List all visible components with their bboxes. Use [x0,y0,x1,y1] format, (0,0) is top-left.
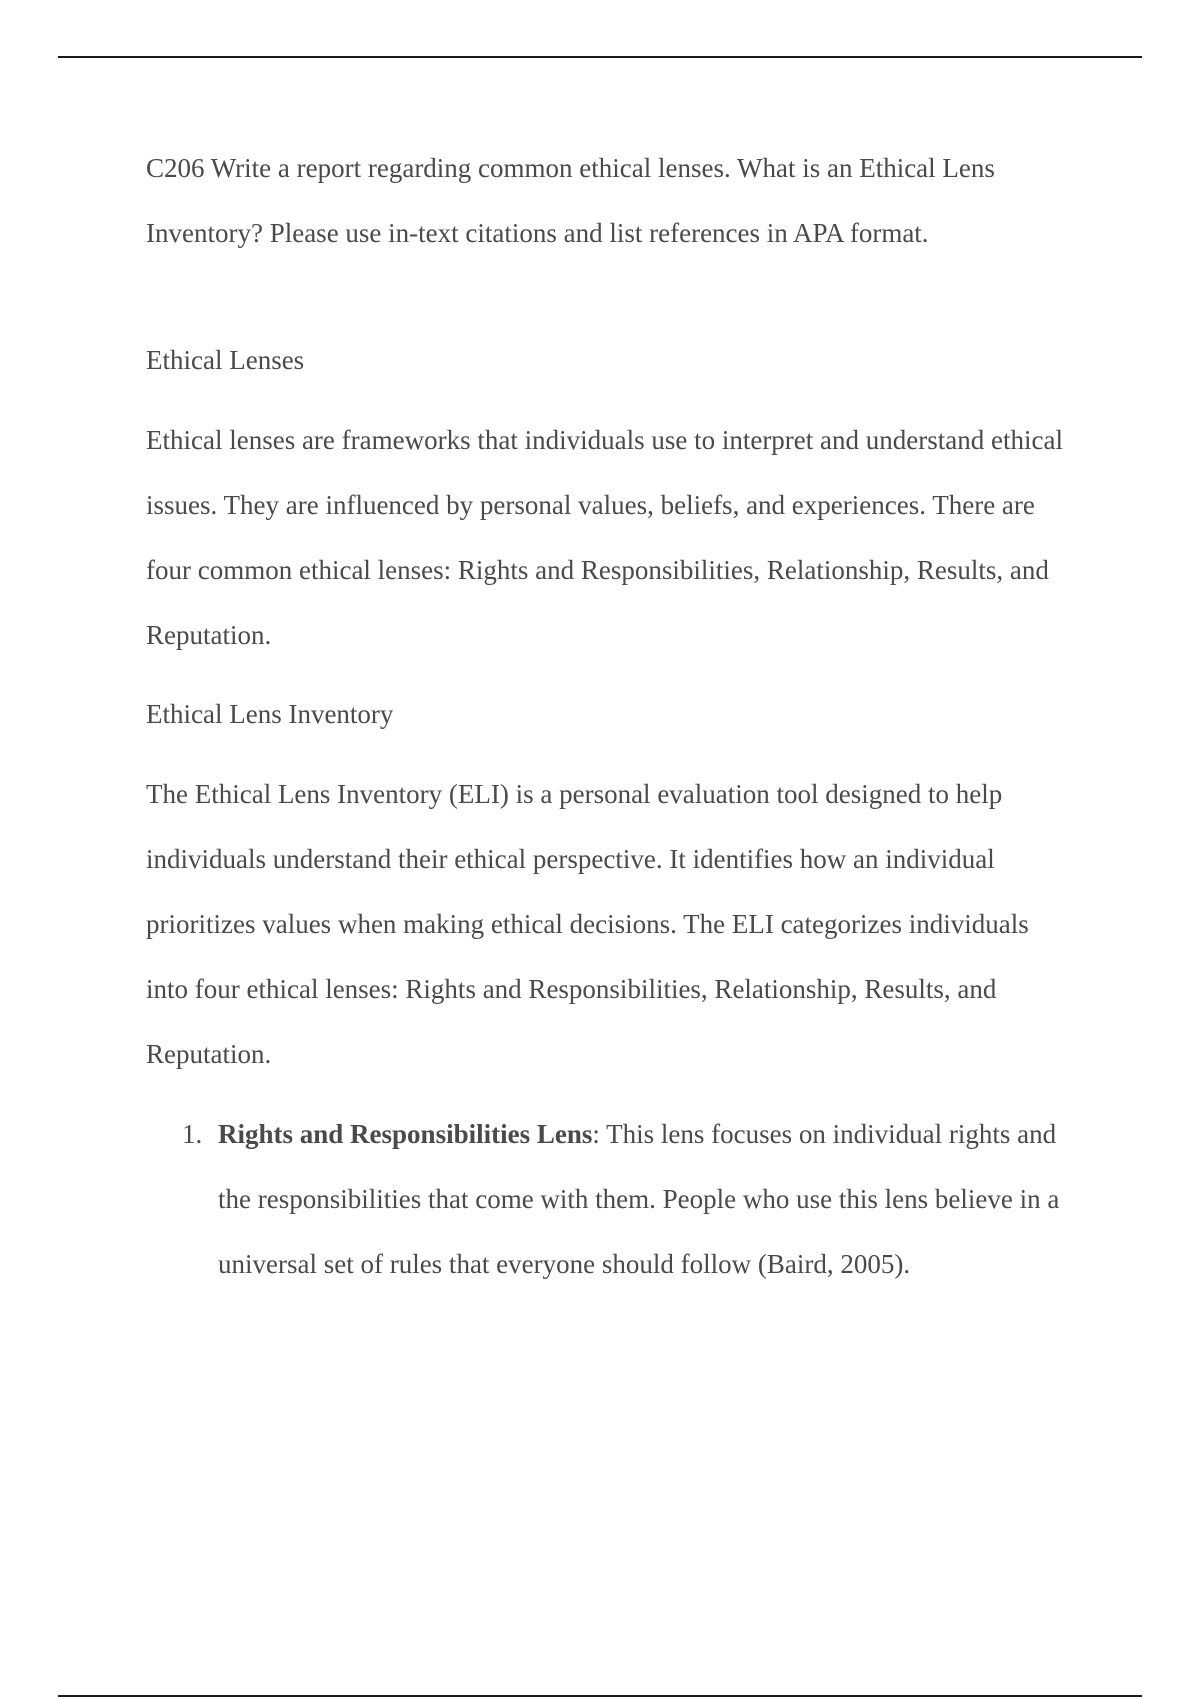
list-item-text: This lens focuses on individual rights and the responsibilities that come with them. People who use this lens believe in a universal set of rules that everyone should follow (Baird, 2005). [218,1119,1060,1279]
document-page [146,136,1066,1297]
lens-list [146,1102,1066,1297]
assignment-prompt: C206 Write a report regarding common ethical lenses. What is an Ethical Lens Inventory? Please use in-text citations and list references in APA format. [146,153,995,248]
list-item [182,1102,1066,1297]
section-heading-ethical-lens-inventory: Ethical Lens Inventory [146,699,394,729]
list-item-number: 1. [182,1119,203,1149]
section-heading-ethical-lenses: Ethical Lenses [146,345,305,375]
top-rule [58,56,1142,58]
section-body-ethical-lens-inventory: The Ethical Lens Inventory (ELI) is a personal evaluation tool designed to help individuals understand their ethical perspective. It identifies how an individual prioritizes values when making ethical decisions. The ELI categorizes individuals into four ethical lenses: Rights and Responsibilities, Relationship, Results, and Reputation. [146,779,1029,1069]
section-body-ethical-lenses: Ethical lenses are frameworks that individuals use to interpret and understand ethical issues. They are influenced by personal values, beliefs, and experiences. There are four common ethical lenses: Rights and Responsibilities, Relationship, Results, and Reputation. [146,425,1063,650]
list-item-term: Rights and Responsibilities Lens [218,1119,593,1149]
bottom-rule [58,1695,1142,1697]
list-item-separator: : [592,1119,600,1149]
